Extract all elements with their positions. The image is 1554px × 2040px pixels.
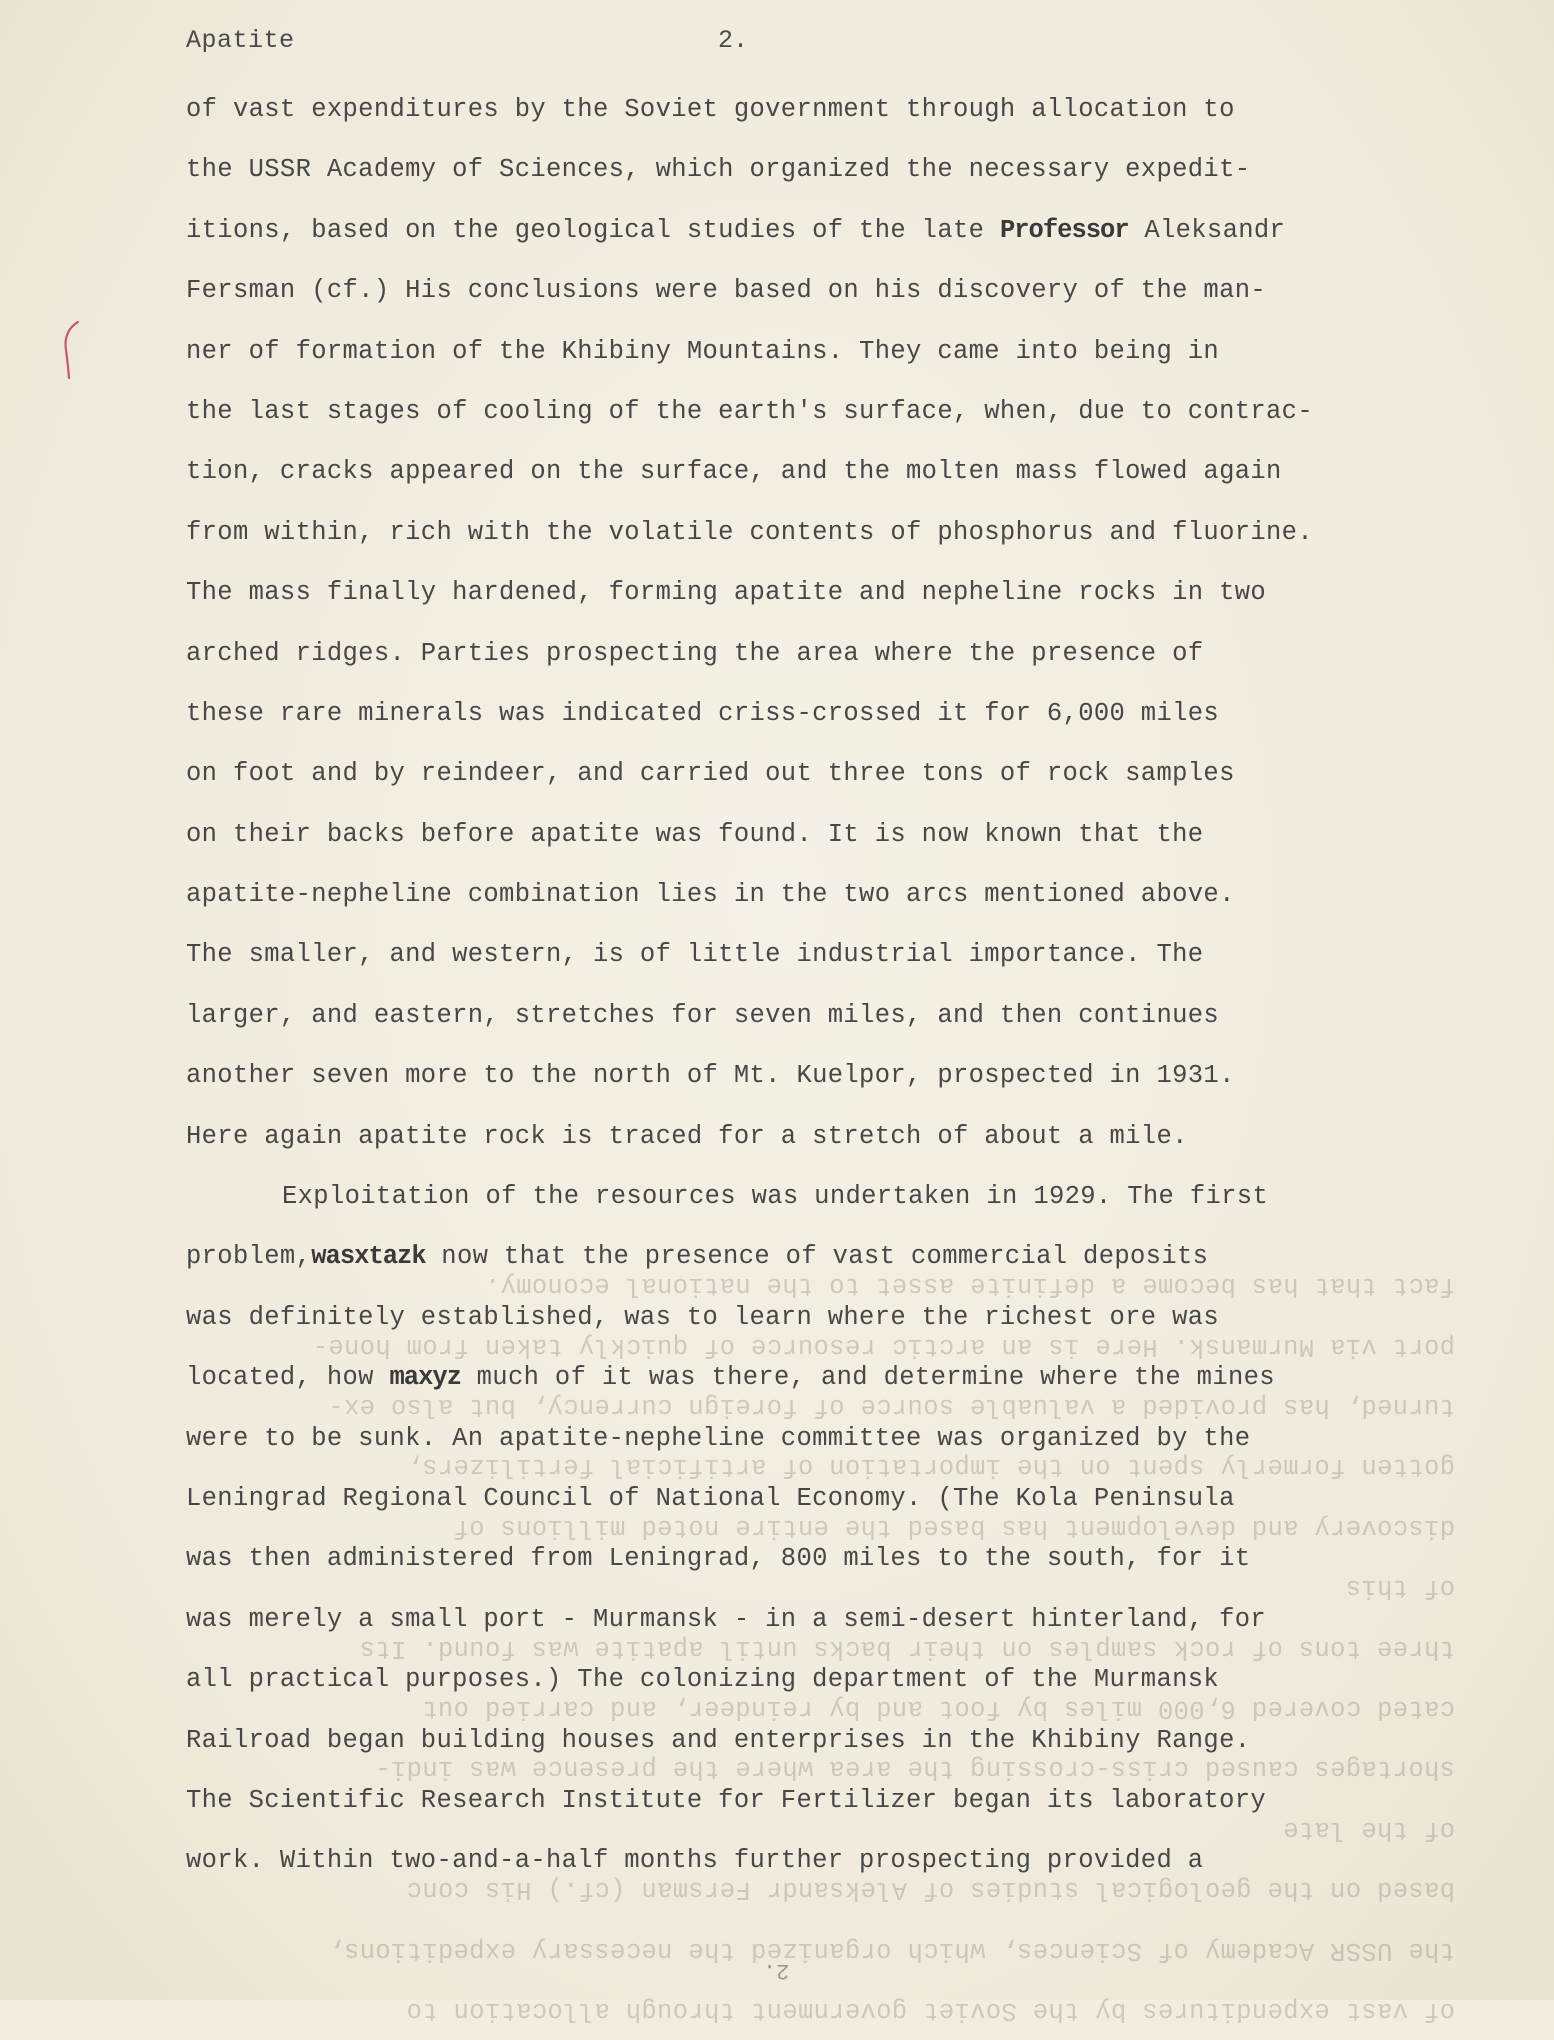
text-line: another seven more to the north of Mt. Kuelpor, prospected in 1931. <box>186 1061 1235 1091</box>
paragraph-2 <box>186 1167 1516 1892</box>
text-line: was then administered from Leningrad, 800 miles to the south, for it <box>186 1544 1251 1574</box>
struck-out-typing: Professor <box>999 215 1129 245</box>
text-line: larger, and eastern, stretches for seven miles, and then continues <box>186 1000 1220 1030</box>
bleed-line: fact that has become a definite asset to the national economy. <box>484 1271 1455 1301</box>
bleed-line: based on the geological studies of Aleksandr Fersman (cf.) His conc <box>406 1875 1455 1905</box>
page-header <box>186 26 1386 66</box>
text-line: ner of formation of the Khibiny Mountains. They came into being in <box>186 336 1220 366</box>
text-line: the last stages of cooling of the earth's surface, when, due to contrac- <box>186 396 1313 426</box>
text-line: from within, rich with the volatile contents of phosphorus and fluorine. <box>186 517 1313 547</box>
line-text-end: now that the presence of vast commercial deposits <box>425 1242 1209 1272</box>
text-line: these rare minerals was indicated criss-crossed it for 6,000 miles <box>186 698 1220 728</box>
text-line: the USSR Academy of Sciences, which organized the necessary expedit- <box>186 155 1251 185</box>
line-text-start: itions, based on the geological studies of the late <box>186 215 1000 245</box>
header-title: Apatite <box>186 26 295 55</box>
text-line: arched ridges. Parties prospecting the area where the presence of <box>186 638 1204 668</box>
text-line: was definitely established, was to learn where the richest ore was <box>186 1302 1220 1332</box>
text-line: on their backs before apatite was found. It is now known that the <box>186 819 1204 849</box>
line-text-end: Aleksandr <box>1128 215 1286 245</box>
bleed-line: three tons of rock samples on their backs until apatite was found. Its <box>359 1633 1455 1663</box>
text-line: Here again apatite rock is traced for a stretch of about a mile. <box>186 1121 1188 1151</box>
struck-out-typing: maxyz <box>389 1363 461 1393</box>
line-text-start: problem, <box>186 1242 312 1272</box>
bottom-page-mark: 2. <box>763 1958 790 1983</box>
page-number: 2. <box>718 26 749 55</box>
bleed-line: discovery and development has based the entire noted millions of <box>453 1512 1455 1542</box>
text-line: apatite-nepheline combination lies in the two arcs mentioned above. <box>186 880 1235 910</box>
paragraph-1 <box>186 80 1516 1167</box>
bleed-line: of the late <box>1282 1814 1455 1844</box>
text-line: all practical purposes.) The colonizing department of the Murmansk <box>186 1665 1220 1695</box>
bleed-line: shortages caused criss-crossing the area where the presence was indi- <box>374 1754 1455 1784</box>
text-line: tion, cracks appeared on the surface, and the molten mass flowed again <box>186 457 1282 487</box>
text-line: work. Within two-and-a-half months further prospecting provided a <box>186 1846 1204 1876</box>
text-line <box>186 201 1516 261</box>
text-line <box>186 1348 1516 1408</box>
text-line: on foot and by reindeer, and carried out three tons of rock samples <box>186 759 1235 789</box>
text-line: The mass finally hardened, forming apatite and nepheline rocks in two <box>186 578 1267 608</box>
line-text-end: much of it was there, and determine where the mines <box>461 1363 1275 1393</box>
bleed-line: of vast expenditures by the Soviet government through allocation to <box>406 1996 1455 2026</box>
text-line: were to be sunk. An apatite-nepheline committee was organized by the <box>186 1423 1251 1453</box>
body-text <box>186 80 1516 1892</box>
text-line: The Scientific Research Institute for Fertilizer began its laboratory <box>186 1785 1267 1815</box>
bleed-line: cated covered 6,000 miles by foot and by reindeer, and carried out <box>421 1694 1455 1724</box>
bleed-line: gotten formerly spent on the importation of artificial fertilizers, <box>406 1452 1455 1482</box>
bleed-line: turned, has provided a valuable source of foreign currency, but also ex- <box>328 1392 1455 1422</box>
text-line: The smaller, and western, is of little industrial importance. The <box>186 940 1204 970</box>
text-line: of vast expenditures by the Soviet government through allocation to <box>186 95 1235 124</box>
text-line: was merely a small port - Murmansk - in a semi-desert hinterland, for <box>186 1604 1267 1634</box>
bleed-line: port via Murmansk. Here is an arctic resource of quickly taken from hone- <box>312 1331 1455 1361</box>
text-line: Leningrad Regional Council of National Economy. (The Kola Peninsula <box>186 1483 1235 1513</box>
red-margin-mark-icon <box>58 318 88 382</box>
bleed-line: of this <box>1345 1573 1455 1603</box>
struck-out-typing: wasxtazk <box>311 1242 426 1272</box>
text-line: Railroad began building houses and enterprises in the Khibiny Range. <box>186 1725 1251 1755</box>
text-line <box>186 1227 1516 1287</box>
text-line: Fersman (cf.) His conclusions were based on his discovery of the man- <box>186 276 1267 306</box>
line-text-start: located, how <box>186 1363 390 1393</box>
text-line: Exploitation of the resources was undertaken in 1929. The first <box>282 1182 1269 1212</box>
bleed-line: the USSR Academy of Sciences, which organized the necessary expeditions, <box>328 1935 1455 1965</box>
